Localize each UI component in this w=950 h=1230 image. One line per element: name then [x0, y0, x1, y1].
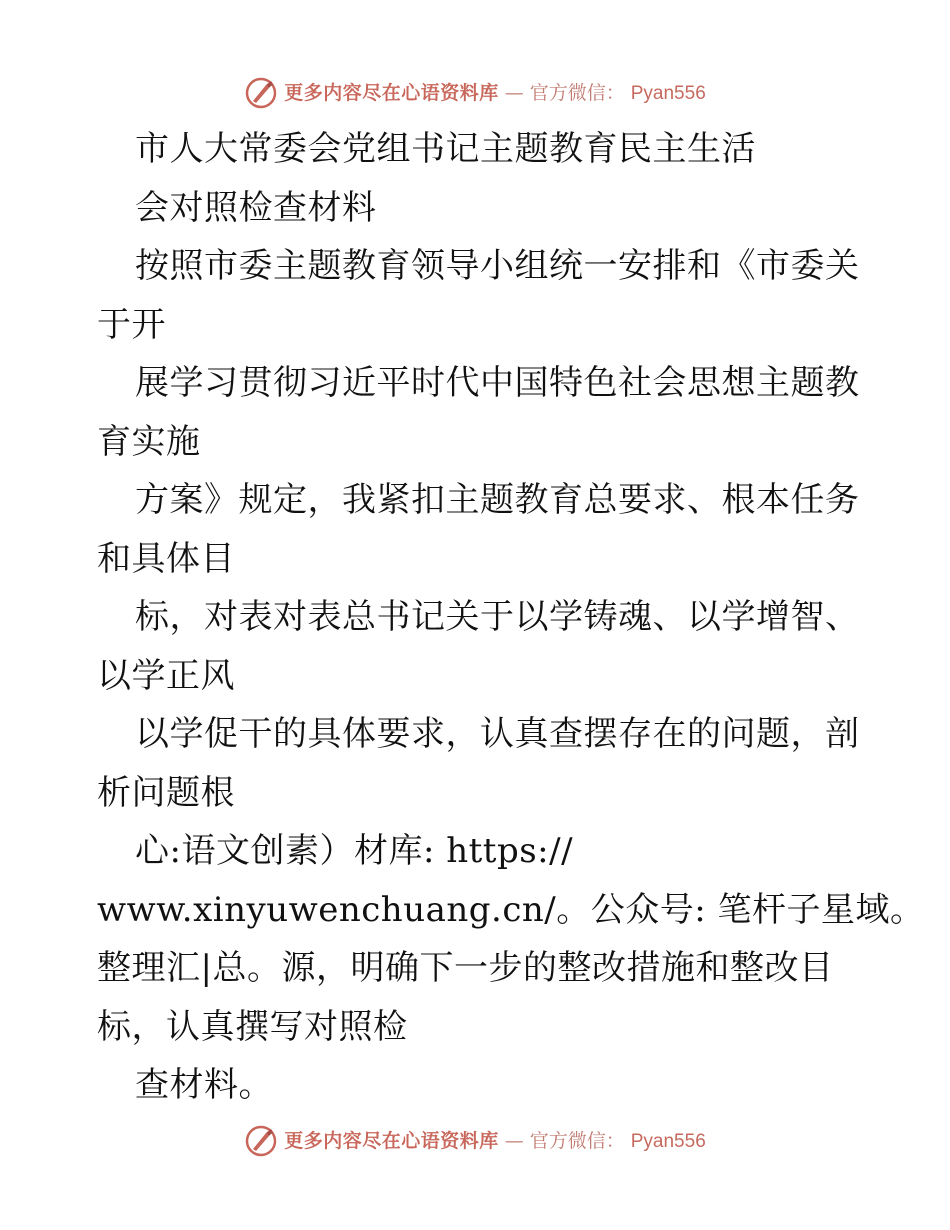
doc-text-line: 标，认真撰写对照检: [97, 1006, 408, 1047]
watermark-separator: —: [504, 1129, 524, 1152]
doc-text-line: 以学正风: [97, 655, 235, 696]
watermark-title: 更多内容尽在心语资料库: [284, 81, 499, 104]
quill-logo-icon: [244, 76, 278, 110]
header-watermark: [0, 76, 950, 110]
doc-text-line: 于开: [97, 304, 166, 345]
doc-source-line: 心:语文创素）材库: https://: [135, 831, 574, 871]
doc-text-line: 育实施: [97, 421, 201, 462]
doc-title-line-2: 会对照检查材料: [135, 187, 377, 228]
watermark-wechat-label: 官方微信：: [529, 1129, 625, 1152]
doc-source-url-line: www.xinyuwenchuang.cn/。公众号: 笔杆子星域。: [97, 889, 925, 930]
doc-text-line: 查材料。: [135, 1065, 273, 1105]
watermark-wechat-id: Pyan556: [630, 82, 706, 104]
doc-text-line: 标，对表对表总书记关于以学铸魂、以学增智、: [135, 597, 860, 637]
doc-title-line-1: 市人大常委会党组书记主题教育民主生活: [135, 129, 756, 169]
quill-logo-icon: [244, 1124, 278, 1158]
document-body: [97, 120, 925, 1115]
doc-text-line: 展学习贯彻习近平时代中国特色社会思想主题教: [135, 363, 860, 403]
watermark-separator: —: [504, 81, 524, 104]
doc-text-line: 按照市委主题教育领导小组统一安排和《市委关: [135, 246, 860, 286]
watermark-title: 更多内容尽在心语资料库: [284, 1129, 499, 1152]
doc-text-line: 整理汇|总。源，明确下一步的整改措施和整改目: [97, 948, 834, 988]
watermark-wechat-label: 官方微信：: [529, 81, 625, 104]
watermark-wechat-id: Pyan556: [630, 1130, 706, 1152]
doc-text-line: 和具体目: [97, 538, 235, 579]
doc-text-line: 析问题根: [97, 772, 235, 813]
doc-text-line: 方案》规定，我紧扣主题教育总要求、根本任务: [135, 480, 860, 520]
doc-text-line: 以学促干的具体要求，认真查摆存在的问题，剖: [135, 714, 860, 754]
footer-watermark: [0, 1124, 950, 1158]
